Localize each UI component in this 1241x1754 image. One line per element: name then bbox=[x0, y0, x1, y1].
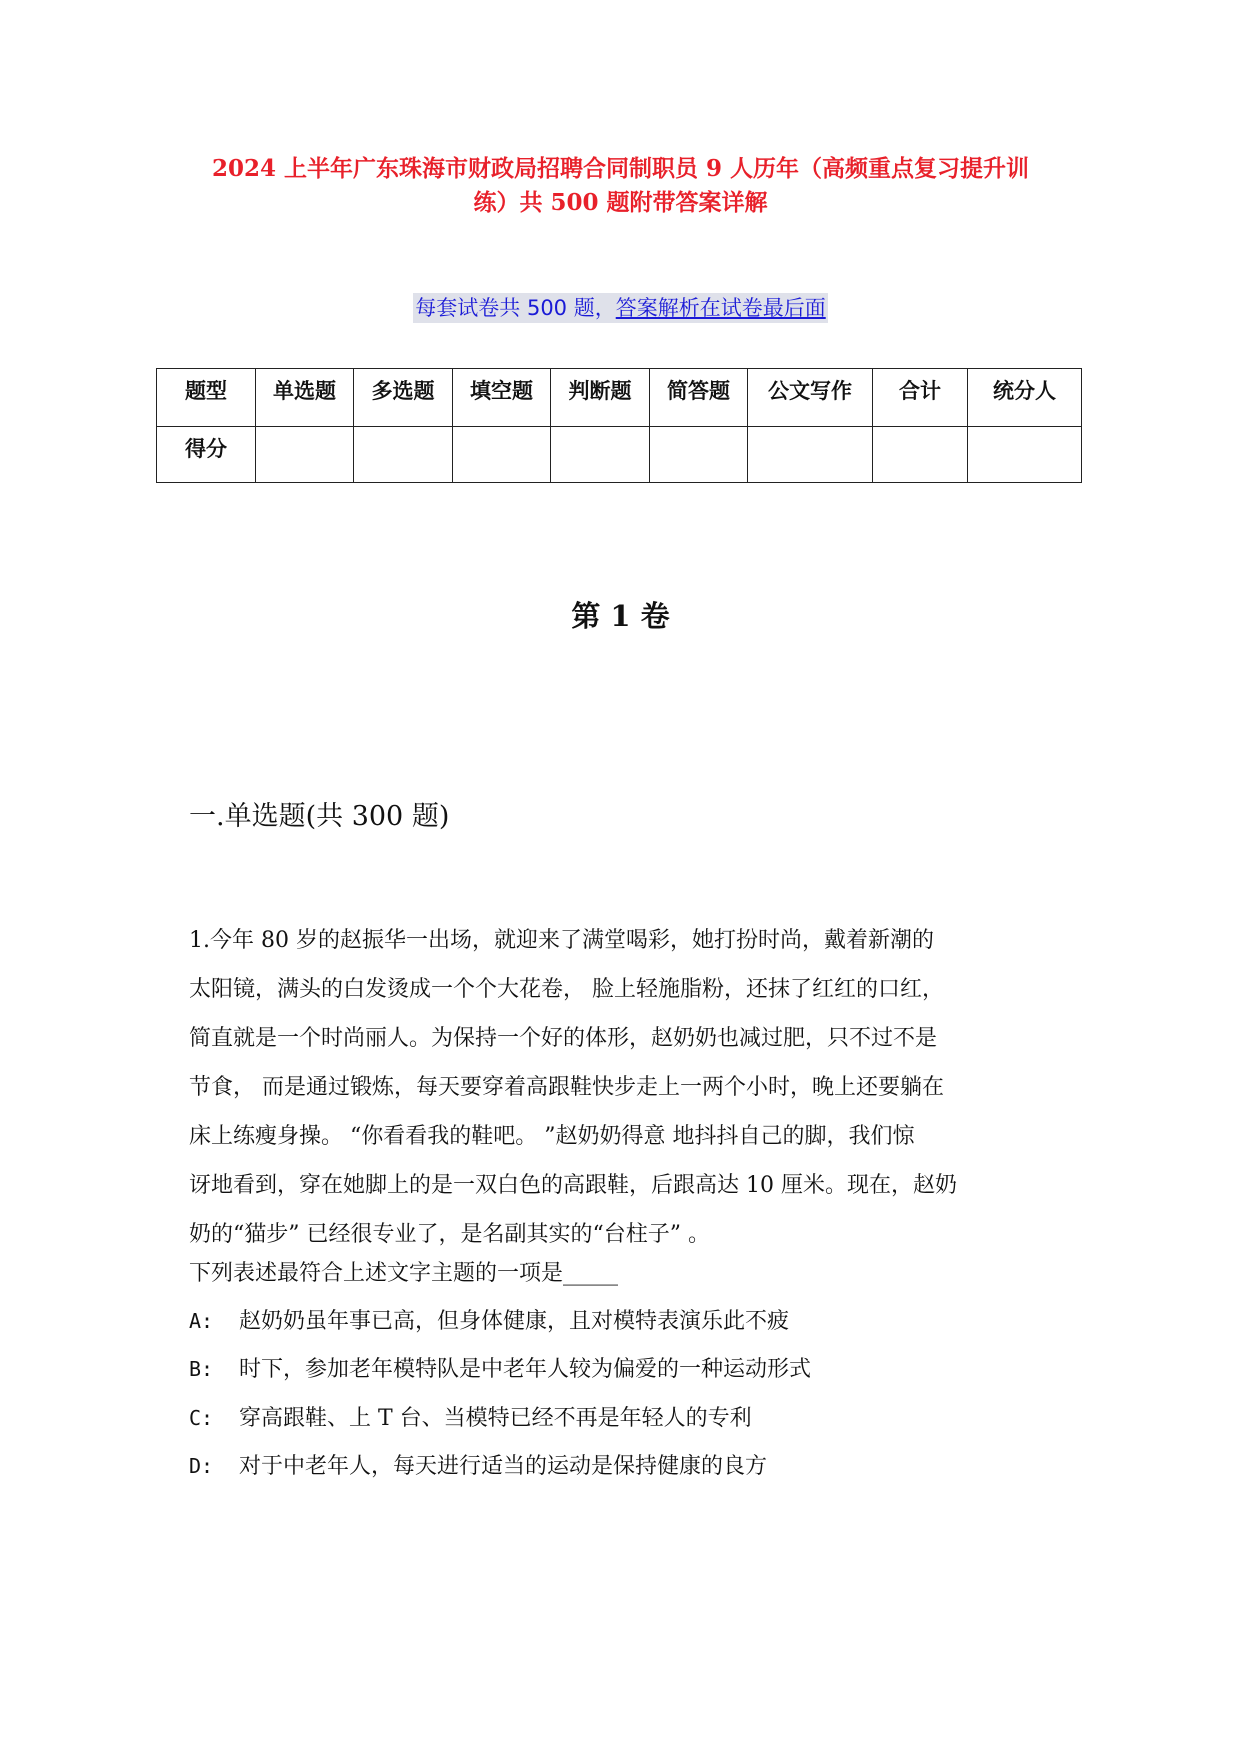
option-label: A: bbox=[189, 1309, 214, 1333]
score-table bbox=[156, 368, 1082, 483]
question-prompt: 下列表述最符合上述文字主题的一项是_____ bbox=[189, 1261, 619, 1286]
subtitle-part-1: 每套试卷共 500 题， bbox=[415, 296, 616, 320]
option-text: 时下，参加老年模特队是中老年人较为偏爱的一种运动形式 bbox=[239, 1357, 812, 1382]
header-cell: 合计 bbox=[873, 369, 968, 427]
score-cell bbox=[354, 427, 453, 483]
option-d[interactable] bbox=[189, 1451, 767, 1482]
score-table-score-row bbox=[157, 427, 1082, 483]
document-title bbox=[180, 152, 1061, 220]
score-cell bbox=[650, 427, 748, 483]
header-cell: 统分人 bbox=[968, 369, 1082, 427]
question-line: 讶地看到，穿在她脚上的是一双白色的高跟鞋，后跟高达 10 厘米。现在，赵奶 bbox=[189, 1173, 957, 1198]
score-cell bbox=[453, 427, 551, 483]
header-cell: 单选题 bbox=[256, 369, 354, 427]
header-cell: 判断题 bbox=[551, 369, 650, 427]
title-line-2: 练）共 500 题附带答案详解 bbox=[473, 189, 768, 216]
subtitle bbox=[413, 293, 827, 323]
option-text: 对于中老年人，每天进行适当的运动是保持健康的良方 bbox=[239, 1454, 768, 1479]
title-line-1: 2024 上半年广东珠海市财政局招聘合同制职员 9 人历年（高频重点复习提升训 bbox=[211, 155, 1030, 182]
subtitle-part-2: 答案解析在试卷最后面 bbox=[615, 296, 826, 320]
question-line: 节食， 而是通过锻炼，每天要穿着高跟鞋快步走上一两个小时，晚上还要躺在 bbox=[189, 1075, 944, 1100]
score-cell bbox=[968, 427, 1082, 483]
header-cell: 公文写作 bbox=[748, 369, 873, 427]
option-text: 穿高跟鞋、上 T 台、当模特已经不再是年轻人的专利 bbox=[239, 1406, 752, 1431]
option-c[interactable] bbox=[189, 1403, 752, 1434]
header-cell: 题型 bbox=[157, 369, 256, 427]
question-line: 奶的“猫步” 已经很专业了，是名副其实的“台柱子” 。 bbox=[189, 1222, 710, 1247]
option-text: 赵奶奶虽年事已高，但身体健康，且对模特表演乐此不疲 bbox=[239, 1309, 790, 1334]
score-table-header-row bbox=[157, 369, 1082, 427]
option-label: D: bbox=[189, 1454, 214, 1478]
subtitle-wrap bbox=[0, 293, 1241, 323]
score-cell bbox=[256, 427, 354, 483]
question-line: 床上练瘦身操。 “你看看我的鞋吧。 ”赵奶奶得意 地抖抖自己的脚，我们惊 bbox=[189, 1124, 915, 1149]
score-row-label: 得分 bbox=[157, 427, 256, 483]
question-line: 1.今年 80 岁的赵振华一出场，就迎来了满堂喝彩，她打扮时尚，戴着新潮的 bbox=[189, 928, 934, 953]
header-cell: 多选题 bbox=[354, 369, 453, 427]
question-line: 太阳镜，满头的白发烫成一个个大花卷， 脸上轻施脂粉，还抹了红红的口红， bbox=[189, 977, 944, 1002]
option-b[interactable] bbox=[189, 1354, 811, 1385]
option-label: B: bbox=[189, 1357, 214, 1381]
option-a[interactable] bbox=[189, 1306, 789, 1337]
option-label: C: bbox=[189, 1406, 214, 1430]
volume-title: 第 1 卷 bbox=[571, 599, 670, 633]
section-title: 一.单选题(共 300 题) bbox=[189, 801, 450, 832]
score-cell bbox=[551, 427, 650, 483]
header-cell: 简答题 bbox=[650, 369, 748, 427]
header-cell: 填空题 bbox=[453, 369, 551, 427]
question-body bbox=[189, 916, 1059, 1259]
score-cell bbox=[873, 427, 968, 483]
question-line: 简直就是一个时尚丽人。为保持一个好的体形，赵奶奶也减过肥，只不过不是 bbox=[189, 1026, 938, 1051]
score-cell bbox=[748, 427, 873, 483]
